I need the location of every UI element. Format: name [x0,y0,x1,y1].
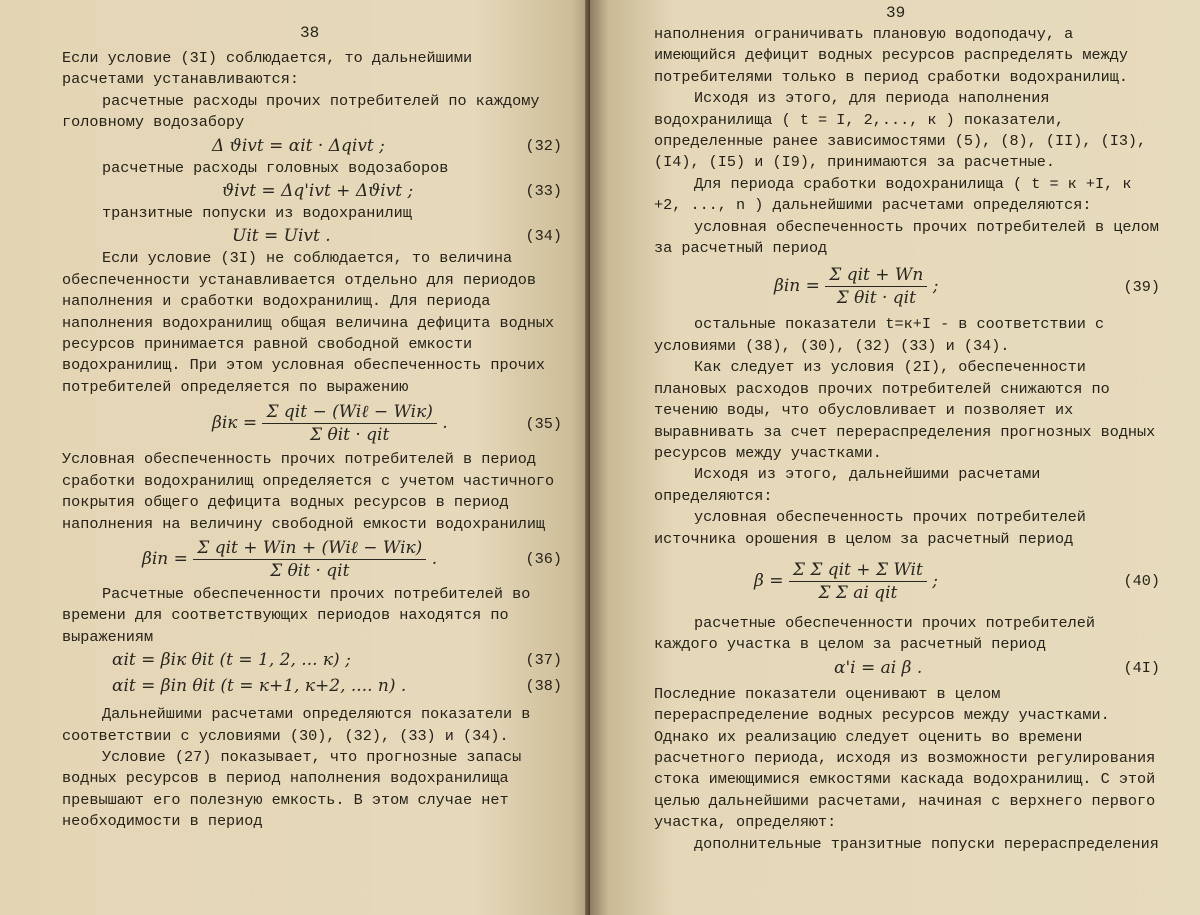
formula-number: (35) [525,414,562,433]
formula-39 [654,265,1160,308]
formula-number: (33) [525,182,562,201]
formula-number: (34) [525,227,562,246]
paragraph: Исходя из этого, для периода наполнения водохранилища ( t = I, 2,..., к ) показатели, определенные ранее зависимостями (5), (8), (II), (I3), (I4), (I5) и (I9), принимаются за расчетные. [654,89,1147,172]
paragraph: Последние показатели оценивают в целом перераспределение водных ресурсов между участками. Однако их реализацию следует оценить во времени расчетного периода, исходя из возможности регулирования стока имеющимися емкостями каскада водохранилищ. С этой целью дальнейшими расчетами, начиная с верхнего первого участка, определяют: [654,684,1156,832]
formula-35 [62,402,562,445]
paragraph: Для периода сработки водохранилища ( t = к +I, к +2, ..., n ) дальнейшими расчетами определяются: [654,174,1132,215]
formula-41 [654,658,1160,678]
fraction-denominator: Σ Σ ai qit [818,582,898,603]
formula-number: (40) [1123,572,1160,591]
paragraph: расчетные расходы головных водозаборов [102,158,449,177]
paragraph: транзитные попуски из водохранилищ [102,204,412,223]
fraction-numerator: Σ qit + Wn [825,265,927,287]
paragraph: Исходя из этого, дальнейшими расчетами определяются: [654,465,1041,505]
fraction-numerator: Σ Σ qit + Σ Wit [789,560,927,582]
fraction-denominator: Σ θit · qit [836,288,916,309]
paragraph: Условная обеспеченность прочих потребителей в период сработки водохранилищ определяется с учетом частичного покрытия общего дефицита водных ресурсов в период наполнения на величину свободной емкости водохранилищ [62,450,555,533]
formula-33 [62,181,562,201]
paragraph: Условие (27) показывает, что прогнозные запасы водных ресурсов в период наполнения водохранилища превышают его полезную емкость. В этом случае нет необходимости в период [62,747,522,831]
paragraph: Если условие (3I) не соблюдается, то величина обеспеченности устанавливается отдельно для периодов наполнения и сработки водохранилищ. Для периода наполнения водохранилищ общая величина дефицита водных ресурсов принимается равной свободной емкости водохранилищ. При этом условная обеспеченность прочих потребителей определяется по выражению [62,249,555,396]
formula-expression: αit = βin θit (t = к+1, к+2, .... n) . [112,676,407,697]
formula-37 [62,650,562,670]
fraction-denominator: Σ θit · qit [270,560,350,581]
formula-expression: βiк = $\frac{\text{Σ qit − (Wiℓ − Wiк)}}{\text{Σ θit · qit}}$ . [212,402,448,446]
formula-expression: β = $\frac{\text{Σ Σ qit + Σ Wit}}{\text{Σ Σ ai qit}}$ ; [754,559,938,603]
paragraph: условная обеспеченность прочих потребителей источника орошения в целом за расчетный период [654,508,1086,548]
page-number: 38 [300,24,320,42]
right-page [590,0,1200,915]
paragraph: дополнительные транзитные попуски перераспределения [694,834,1159,853]
formula-number: (37) [525,651,562,670]
fraction-numerator: Σ qit − (Wiℓ − Wiк) [262,402,436,424]
fraction-numerator: Σ qit + Win + (Wiℓ − Wiк) [193,538,426,560]
formula-number: (36) [525,550,562,569]
paragraph: наполнения ограничивать плановую водоподачу, а имеющийся дефицит водных ресурсов распределять между потребителями только в период сработки водохранилищ. [654,25,1128,86]
formula-38 [62,676,562,696]
formula-34 [62,226,562,246]
formula-number: (38) [525,677,562,696]
paragraph: остальные показатели t=к+I - в соответствии с условиями (38), (30), (32) (33) и (34). [654,315,1105,355]
paragraph: расчетные расходы прочих потребителей по каждому головному водозабору [62,91,540,132]
paragraph: Если условие (3I) соблюдается, то дальнейшими расчетами устанавливаются: [62,49,473,89]
formula-number: (39) [1123,277,1160,296]
formula-number: (4I) [1123,658,1160,677]
formula-number: (32) [525,136,562,155]
formula-expression: ϑivt = Δq'ivt + Δϑivt ; [222,181,414,202]
formula-expression: αit = βiк θit (t = 1, 2, ... к) ; [112,650,351,671]
paragraph: расчетные обеспеченности прочих потребителей каждого участка в целом за расчетный период [654,613,1096,654]
paragraph: условная обеспеченность прочих потребителей в целом за расчетный период [654,217,1159,258]
formula-expression: βin = $\frac{\text{Σ qit + Wn}}{\text{Σ θit · qit}}$ ; [774,265,939,309]
formula-32 [62,136,562,156]
paragraph: Как следует из условия (2I), обеспеченности плановых расходов прочих потребителей снижаются по течению воды, что обусловливает и позволяет их выравнивать за счет перераспределения прогнозных водных ресурсов между участками. [654,358,1156,462]
left-page [0,0,590,915]
formula-40 [654,560,1160,603]
paragraph: Расчетные обеспеченности прочих потребителей во времени для соответствующих периодов находятся по выражениям [62,584,531,646]
formula-expression: βin = $\frac{\text{Σ qit + Win + (Wiℓ − Wiк)}}{\text{Σ θit · qit}}$ . [142,537,438,581]
page-number: 39 [886,4,906,22]
formula-36 [62,538,562,581]
formula-expression: α'i = ai β . [834,657,923,678]
formula-expression: Uit = Uivt . [232,226,331,247]
formula-expression: Δ ϑivt = αit · Δqivt ; [212,135,385,156]
paragraph: Дальнейшими расчетами определяются показатели в соответствии с условиями (30), (32), (33) и (34). [62,705,531,745]
fraction-denominator: Σ θit · qit [310,425,390,446]
